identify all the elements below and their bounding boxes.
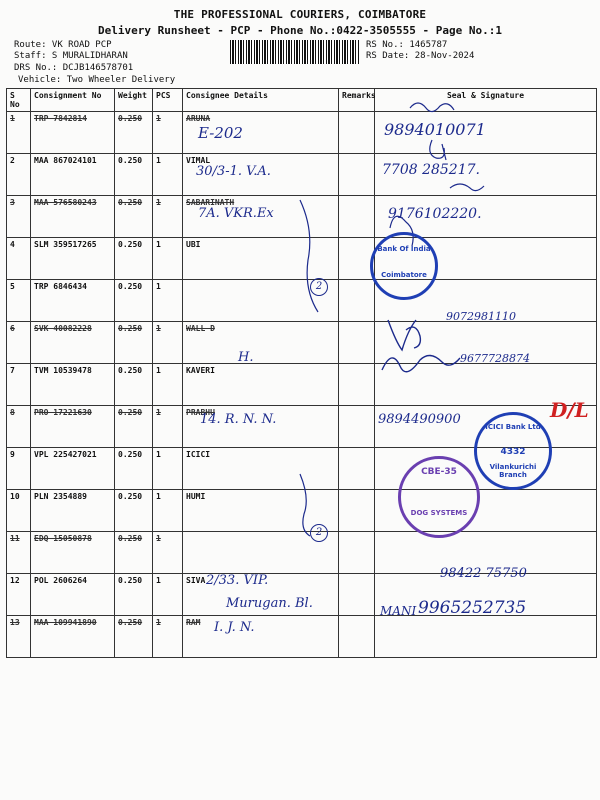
row-pcs: 1 bbox=[153, 406, 183, 448]
row-pcs: 1 bbox=[153, 112, 183, 154]
row-weight: 0.250 bbox=[115, 154, 153, 196]
handwriting-r13-address-2: I. J. N. bbox=[214, 620, 255, 635]
row-consignment-no: SVK 40082228 bbox=[31, 322, 115, 364]
handwriting-r3-address: 7A. VKR.Ex bbox=[198, 206, 274, 221]
row-sno: 13 bbox=[7, 616, 31, 658]
row-sno: 1 bbox=[7, 112, 31, 154]
row-weight: 0.250 bbox=[115, 574, 153, 616]
row-sno: 7 bbox=[7, 364, 31, 406]
row-sno: 5 bbox=[7, 280, 31, 322]
row-pcs: 1 bbox=[153, 574, 183, 616]
row-pcs: 1 bbox=[153, 532, 183, 574]
row-sno: 2 bbox=[7, 154, 31, 196]
runsheet-subtitle: Delivery Runsheet - PCP - Phone No.:0422-3505555 - Page No.:1 bbox=[98, 24, 502, 37]
col-header-consignee: Consignee Details bbox=[183, 89, 339, 112]
row-remarks bbox=[339, 532, 375, 574]
row-weight: 0.250 bbox=[115, 280, 153, 322]
row-pcs: 1 bbox=[153, 616, 183, 658]
col-header-sno: S No bbox=[7, 89, 31, 112]
col-header-signature: Seal & Signature bbox=[375, 89, 597, 112]
row-remarks bbox=[339, 574, 375, 616]
barcode-image bbox=[230, 40, 360, 64]
rs-date-text: RS Date: 28-Nov-2024 bbox=[366, 51, 475, 61]
handwriting-r11-mark: 2 bbox=[310, 524, 328, 542]
row-remarks bbox=[339, 238, 375, 280]
col-header-weight: Weight bbox=[115, 89, 153, 112]
col-header-consignment: Consignment No bbox=[31, 89, 115, 112]
row-pcs: 1 bbox=[153, 490, 183, 532]
row-consignee: PRABHU bbox=[183, 406, 339, 448]
col-header-remarks: Remarks bbox=[339, 89, 375, 112]
row-weight: 0.250 bbox=[115, 448, 153, 490]
row-pcs: 1 bbox=[153, 280, 183, 322]
handwriting-r8-number: 9894490900 bbox=[378, 412, 461, 427]
courier-stamp: CBE-35 DOG SYSTEMS bbox=[398, 456, 480, 538]
row-remarks bbox=[339, 490, 375, 532]
drs-text: DRS No.: DCJB146578701 bbox=[14, 63, 134, 73]
row-consignment-no: PLN 2354889 bbox=[31, 490, 115, 532]
row-weight: 0.250 bbox=[115, 112, 153, 154]
row-weight: 0.250 bbox=[115, 322, 153, 364]
row-weight: 0.250 bbox=[115, 490, 153, 532]
row-sno: 11 bbox=[7, 532, 31, 574]
table-row bbox=[7, 154, 597, 196]
col-header-pcs: PCS bbox=[153, 89, 183, 112]
row-consignee: SIVA bbox=[183, 574, 339, 616]
row-remarks bbox=[339, 406, 375, 448]
row-sno: 12 bbox=[7, 574, 31, 616]
row-consignee: KAVERI bbox=[183, 364, 339, 406]
handwriting-r3-phone: 9176102220. bbox=[388, 206, 482, 222]
row-sno: 9 bbox=[7, 448, 31, 490]
line-connector-r10 bbox=[290, 470, 320, 540]
dl-mark: D/L bbox=[550, 398, 589, 422]
row-weight: 0.250 bbox=[115, 532, 153, 574]
company-title: THE PROFESSIONAL COURIERS, COIMBATORE bbox=[173, 8, 427, 21]
handwriting-r7-number: 9677728874 bbox=[460, 352, 530, 365]
row-consignee: RAM bbox=[183, 616, 339, 658]
line-connector-r4 bbox=[296, 196, 326, 316]
table-row bbox=[7, 616, 597, 658]
row-consignment-no: PRO 17221630 bbox=[31, 406, 115, 448]
row-consignment-no: MAA 109941890 bbox=[31, 616, 115, 658]
bank-of-india-stamp: Bank Of India Coimbatore bbox=[370, 232, 438, 300]
handwriting-r12-number: 98422 75750 bbox=[440, 566, 527, 581]
staff-text: Staff: S MURALIDHARAN bbox=[14, 51, 128, 61]
table-row bbox=[7, 364, 597, 406]
row-signature bbox=[375, 616, 597, 658]
handwriting-r8-address: 14. R. N. N. bbox=[200, 412, 277, 427]
row-pcs: 1 bbox=[153, 448, 183, 490]
handwriting-r1-address: E-202 bbox=[198, 124, 243, 142]
row-sno: 3 bbox=[7, 196, 31, 238]
row-sno: 10 bbox=[7, 490, 31, 532]
row-consignment-no: POL 2606264 bbox=[31, 574, 115, 616]
row-pcs: 1 bbox=[153, 322, 183, 364]
row-consignee: ARUNA bbox=[183, 112, 339, 154]
rs-no-text: RS No.: 1465787 bbox=[366, 40, 448, 50]
row-consignee: SABARINATH bbox=[183, 196, 339, 238]
row-sno: 8 bbox=[7, 406, 31, 448]
handwriting-r2-address: 30/3-1. V.A. bbox=[196, 164, 271, 179]
row-remarks bbox=[339, 364, 375, 406]
row-consignment-no: MAA 576580243 bbox=[31, 196, 115, 238]
row-sno: 6 bbox=[7, 322, 31, 364]
handwriting-r1-phone: 9894010071 bbox=[384, 120, 486, 139]
row-consignment-no: TVM 10539478 bbox=[31, 364, 115, 406]
row-weight: 0.250 bbox=[115, 406, 153, 448]
handwriting-r7-note: H. bbox=[238, 350, 254, 365]
table-row bbox=[7, 112, 597, 154]
row-consignee: HUMI bbox=[183, 490, 339, 532]
row-consignee: UBI bbox=[183, 238, 339, 280]
row-remarks bbox=[339, 196, 375, 238]
row-consignment-no: TRP 7842814 bbox=[31, 112, 115, 154]
row-pcs: 1 bbox=[153, 364, 183, 406]
row-remarks bbox=[339, 112, 375, 154]
handwriting-r2-phone: 7708 285217. bbox=[382, 162, 480, 178]
row-weight: 0.250 bbox=[115, 196, 153, 238]
row-consignment-no: SLM 359517265 bbox=[31, 238, 115, 280]
row-consignee: WALL D bbox=[183, 322, 339, 364]
handwriting-r13-name: MANI bbox=[380, 604, 417, 618]
row-consignee: ICICI bbox=[183, 448, 339, 490]
row-pcs: 1 bbox=[153, 196, 183, 238]
row-consignment-no: VPL 225427021 bbox=[31, 448, 115, 490]
row-remarks bbox=[339, 154, 375, 196]
route-text: Route: VK ROAD PCP bbox=[14, 40, 112, 50]
row-pcs: 1 bbox=[153, 238, 183, 280]
row-consignee: VIMAL bbox=[183, 154, 339, 196]
row-consignment-no: MAA 867024101 bbox=[31, 154, 115, 196]
row-weight: 0.250 bbox=[115, 616, 153, 658]
row-pcs: 1 bbox=[153, 154, 183, 196]
icici-bank-stamp: ICICI Bank Ltd 4332 Vilankurichi Branch bbox=[474, 412, 552, 490]
row-remarks bbox=[339, 322, 375, 364]
row-weight: 0.250 bbox=[115, 364, 153, 406]
vehicle-text: Vehicle: Two Wheeler Delivery bbox=[18, 75, 176, 85]
handwriting-r13-number: 9965252735 bbox=[418, 598, 527, 618]
signature-scribbles-middle bbox=[376, 300, 466, 400]
handwriting-r6-number: 9072981110 bbox=[446, 310, 516, 323]
table-header-row bbox=[7, 89, 597, 112]
handwriting-r13-address: Murugan. Bl. bbox=[226, 596, 313, 611]
row-consignment-no: EDQ 15050878 bbox=[31, 532, 115, 574]
row-consignment-no: TRP 6846434 bbox=[31, 280, 115, 322]
handwriting-r5-mark: 2 bbox=[310, 278, 328, 296]
row-sno: 4 bbox=[7, 238, 31, 280]
handwriting-r12-address: 2/33. VIP. bbox=[206, 573, 269, 588]
row-remarks bbox=[339, 616, 375, 658]
row-remarks bbox=[339, 448, 375, 490]
row-weight: 0.250 bbox=[115, 238, 153, 280]
row-remarks bbox=[339, 280, 375, 322]
